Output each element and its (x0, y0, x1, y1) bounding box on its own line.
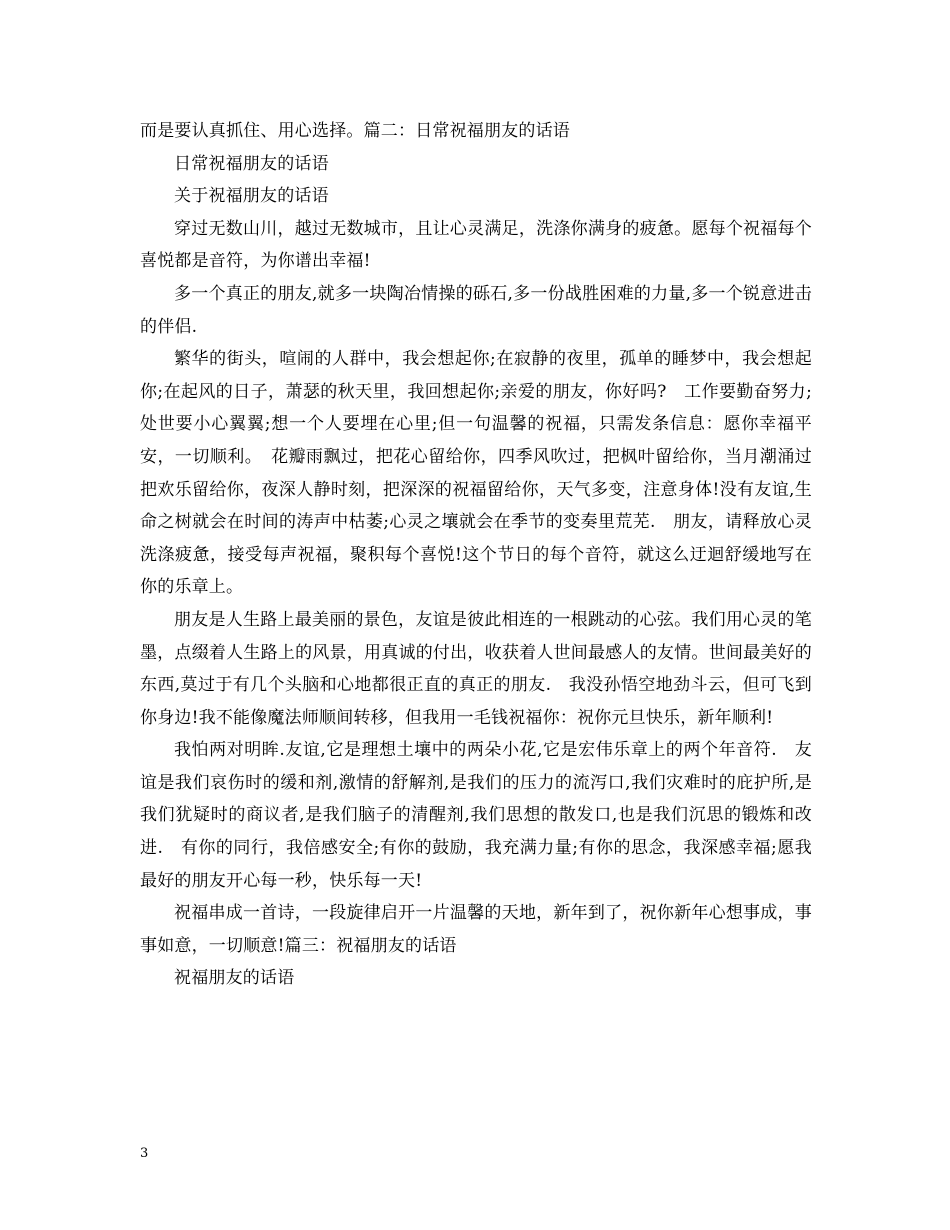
paragraph: 朋友是人生路上最美丽的景色，友谊是彼此相连的一根跳动的心弦。我们用心灵的笔墨，点缀着人生路上的风景，用真诚的付出，收获着人世间最感人的友情。世间最美好的东西,莫过于有几个头脑和心地都很正直的真正的朋友. 我没孙悟空地劲斗云，但可飞到你身边!我不能像魔法师顺间转移，但我用一毛钱祝福你：祝你元旦快乐，新年顺利! (140, 609, 812, 728)
heading-blessing-friends: 祝福朋友的话语 (174, 968, 295, 989)
paragraph: 穿过无数山川，越过无数城市，且让心灵满足，洗涤你满身的疲惫。愿每个祝福每个喜悦都是音符，为你谱出幸福! (140, 218, 812, 272)
heading-about-blessings: 关于祝福朋友的话语 (174, 186, 329, 207)
paragraph: 我怕两对明眸.友谊,它是理想土壤中的两朵小花,它是宏伟乐章上的两个年音符. 友谊是我们哀伤时的缓和剂,激情的舒解剂,是我们的压力的流泻口,我们灾难时的庇护所,是我们犹疑时的商议者,是我们脑子的清醒剂,我们思想的散发口,也是我们沉思的锻炼和改进. 有你的同行，我倍感安全;有你的鼓励，我充满力量;有你的思念，我深感幸福;愿我最好的朋友开心每一秒，快乐每一天! (140, 740, 812, 891)
paragraph: 祝福串成一首诗，一段旋律启开一片温馨的天地，新年到了，祝你新年心想事成，事事如意，一切顺意!篇三：祝福朋友的话语 (140, 903, 812, 956)
heading-daily-blessings: 日常祝福朋友的话语 (174, 153, 329, 174)
paragraph-continuation: 而是要认真抓住、用心选择。篇二：日常祝福朋友的话语 (140, 121, 570, 141)
paragraph: 多一个真正的朋友,就多一块陶冶情操的砾石,多一份战胜困难的力量,多一个锐意进击的伴侣. (140, 283, 812, 337)
paragraph: 繁华的街头，喧闹的人群中，我会想起你;在寂静的夜里，孤单的睡梦中，我会想起你;在起风的日子，萧瑟的秋天里，我回想起你;亲爱的朋友，你好吗? 工作要勤奋努力;处世要小心翼翼;想一个人要埋在心里;但一句温馨的祝福，只需发条信息：愿你幸福平安，一切顺利。 花瓣雨飘过，把花心留给你，四季风吹过，把枫叶留给你，当月潮涌过把欢乐留给你，夜深人静时刻，把深深的祝福留给你，天气多变，注意身体!没有友谊,生命之树就会在时间的涛声中枯萎;心灵之壤就会在季节的变奏里荒芜. 朋友，请释放心灵洗涤疲惫，接受每声祝福，聚积每个喜悦!这个节日的每个音符，就这么迂迴舒缓地写在你的乐章上。 (140, 349, 812, 598)
page-number: 3 (140, 1146, 149, 1161)
document-body (140, 115, 812, 995)
